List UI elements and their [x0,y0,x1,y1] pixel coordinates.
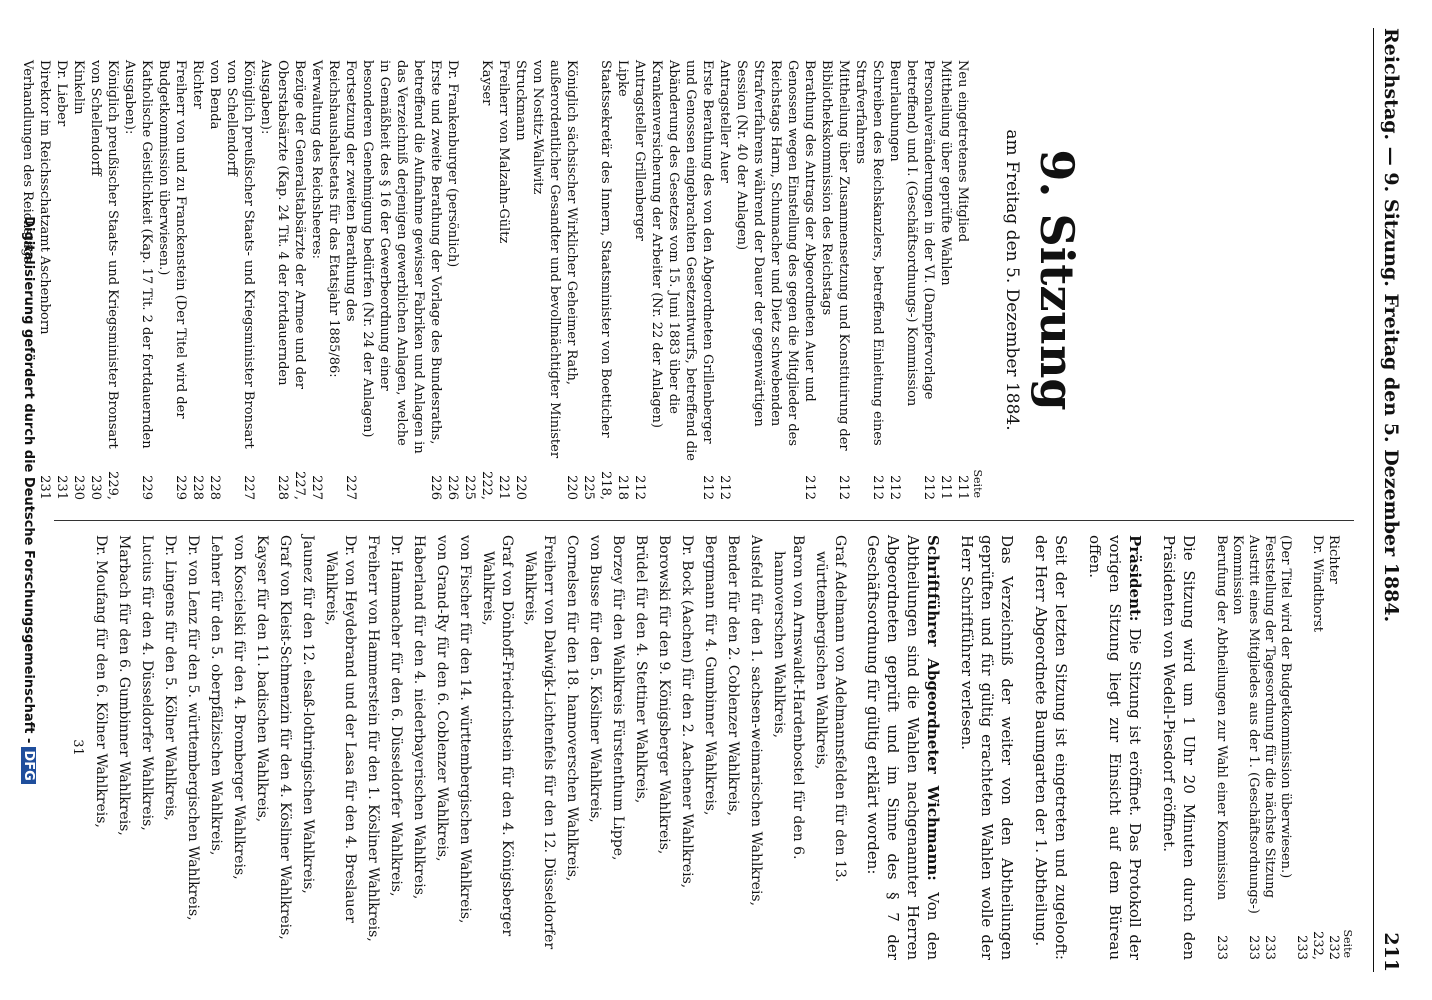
member-entry: Dr. Hammacher für den 6. Düsseldorfer Wahlkreis, [388,535,404,897]
toc-entry-page: 211 [955,475,970,500]
toc-entry-text: Katholische Geistlichkeit (Kap. 17 Tit. 2 der fortdauernden Ausgaben): [122,60,154,449]
toc-entry-page: 233 [1246,935,1261,960]
member-entry: von Fischer für den 14. württembergischen Wahlkreis, [457,535,473,924]
toc-entry-page: 218 [615,475,630,500]
toc-entry-page: 212 [836,475,851,500]
toc-entry [648,60,716,500]
toc-entry [937,60,954,500]
toc-entry [155,60,189,500]
toc-entry-page: 227 [241,475,256,500]
page-footer [21,0,36,1000]
toc-entry-text: Dr. Lieber [54,60,69,127]
secretary-paragraph [863,535,943,960]
toc-entry-text: Erste und zweite Berathung der Vorlage des Bundesraths, betreffend die Aufnahme gewisser Fabriken und Anlagen in das Verzeichniß derjenigen gewerblichen Anlagen, welche in Gemäßheit des § 16 der Gewerbeordnung einer besonderen Genehmigung bedürfen (Nr. 24 der Anlagen) [360,60,443,454]
page-header [1373,28,1432,972]
toc-entry-page: 211 [938,475,953,500]
toc-entry [70,60,87,500]
member-entry: Lehner für den 5. oberpfälzischen Wahlkreis, [208,535,224,856]
toc-entry-page: 228 [207,475,222,500]
member-entry: von Busse für den 5. Kösliner Wahlkreis, [587,535,603,823]
toc-entry-page: 212 [802,475,817,500]
toc-entry-text: Königlich preußischer Staats- und Kriegsminister Bronsart von Schellendorff [88,60,120,449]
toc-entry [580,60,614,500]
toc-entry-text: Königlich preußischer Staats- und Kriegsminister Bronsart von Schellendorff [224,60,256,449]
toc-entry [36,60,53,500]
president-text: Die Sitzung ist eröffnet. Das Protokoll der vorigen Sitzung liegt zur Einsicht auf dem Büreau offen. [1086,535,1144,960]
member-entry: Dr. Moufang für den 6. Kölner Wahlkreis, [93,535,109,828]
toc-entry-text: Dr. Windthorst [1310,535,1325,632]
toc-entry [121,60,155,500]
toc-entry-page: 233 [1214,935,1229,960]
toc-entry-page: 220 [564,475,579,500]
toc-entry-page: 232 [1326,935,1341,960]
toc-entry [444,60,461,500]
toc-entry [903,60,937,500]
toc-entry-text: Richter [190,60,205,109]
toc-entry [189,60,206,500]
opening-paragraph: Die Sitzung wird um 1 Uhr 20 Minuten durch den Präsidenten von Wedell-Piesdorf eröffnet. [1160,535,1198,960]
session-subtitle: am Freitag den 5. Dezember 1884. [1002,129,1022,431]
toc-entry [1293,535,1325,960]
toc-entry-page: 220 [513,475,528,500]
toc-entry-page [1277,922,1293,960]
toc-entry [1229,535,1261,960]
toc-entry [716,60,733,500]
session-title: 9. Sitzung [1030,149,1084,411]
toc-entry-text: Neu eingetretenes Mitglied [955,60,970,243]
toc-entry [325,60,359,500]
toc-entry-page: 227 [309,475,324,500]
table-of-contents-continued [1213,535,1341,960]
seite-label: Seite [971,469,984,498]
running-head: Reichstag. — 9. Sitzung. Freitag den 5. Dezember 1884. [1380,28,1402,623]
toc-entry [529,60,580,500]
toc-entry [53,60,70,500]
toc-entry-text: Kayser [479,60,494,106]
toc-entry-text: Berufung der Abtheilungen zur Wahl einer Kommission [1214,535,1229,900]
toc-entry-text: Antragsteller Grillenberger [632,60,647,241]
toc-entry [733,60,818,500]
member-entry: Dr. Bock (Aachen) für den 2. Aachener Wahlkreis, [679,535,695,889]
toc-entry [495,60,512,500]
member-entry: Dr. von Heydebrand und der Lasa für den 4. Breslauer Wahlkreis, [323,535,358,923]
toc-entry-page: 212 [887,475,902,500]
member-entry: Dr. von Lenz für den 5. württembergischen Wahlkreis, [185,535,201,921]
toc-entry-page: 212 [717,475,732,500]
member-entry: Brüdel für den 4. Stettiner Wahlkreis, [633,535,649,804]
toc-entry [1277,535,1293,960]
toc-entry-text: Antragsteller Auer [717,60,732,183]
president-paragraph [1085,535,1145,960]
right-column [54,520,1354,960]
toc-entry-text: Fortsetzung der zweiten Berathung des Reichshaushaltsetats für das Etatsjahr 1885/86: [326,60,358,378]
toc-entry-text: Verwaltung des Reichsheeres: [309,60,324,260]
toc-entry [512,60,529,500]
toc-entry [359,60,444,500]
toc-entry-page: 233 [1262,935,1277,960]
member-entry: Kayser für den 11. badischen Wahlkreis, [254,535,270,823]
seite-label-right: Seite [1341,929,1354,958]
toc-entry-text: Staatssekretär des Innern, Staatsminister von Boetticher [598,60,613,438]
toc-entry-page: 229 [173,475,188,500]
toc-entry-text: Mittheilung über geprüfte Wahlen [938,60,953,286]
toc-entry [87,60,121,500]
toc-entry-text: Kinkelin [71,60,86,115]
toc-entry-text: Erste Berathung des von den Abgeordneten Grillenberger und Genossen eingebrachten Gesetzentwurfs, betreffend die Abänderung des Gesetzes vom 15. Juni 1883 über die Krankenversicherung der Arbeiter (Nr. 22 der Anlagen) [649,60,715,461]
toc-entry-text: Beurlaubungen [887,60,902,162]
toc-entry [1261,535,1277,960]
toc-entry-page: 212 [870,475,885,500]
secretary-text: Von den Abtheilungen sind die Wahlen nachgenannter Herren Abgeordneten geprüft und im Sinne des § 7 der Geschäftsordnung für gültig erklärt worden: [864,535,942,960]
toc-entry-page: 226 [428,475,443,500]
toc-entry-text: Richter [1326,535,1341,584]
toc-entry-text: Dr. Frankenburger (persönlich) [445,60,460,268]
toc-entry-page: 231 [37,475,52,500]
toc-entry-page: 212 [632,475,647,500]
speaker-label-secretary: Schriftführer Abgeordneter Wichmann: [924,535,942,881]
member-entry: Lucius für den 4. Düsseldorfer Wahlkreis, [139,535,155,831]
list-intro-paragraph: Das Verzeichniß der weiter von den Abtheilungen geprüften und für gültig erachteten Wahlen wolle der Herr Schriftführer verlesen. [958,535,1016,960]
toc-entry [1325,535,1341,960]
toc-entry [257,60,308,500]
page-number: 211 [1380,932,1402,972]
member-entry: Baron von Arnswaldt-Hardenbostel für den 6. hannoverschen Wahlkreis, [771,535,806,860]
toc-entry-page: 226 [445,475,460,500]
toc-entry-text: Direktor im Reichsschatzamt Aschenborn [37,60,52,335]
toc-entry [886,60,903,500]
signature-mark: 31 [70,739,85,756]
toc-entry-page: 212 [700,475,715,500]
toc-entry-text: Schreiben des Reichskanzlers, betreffend Einleitung eines Strafverfahrens [853,60,885,446]
toc-entry-page: 230 [71,475,86,500]
toc-entry-page: 228 [190,475,205,500]
footer-text: Digitalisierung gefördert durch die Deutsche Forschungsgemeinschaft - [21,216,36,744]
member-entry: Jaunez für den 12. elsaß-lothringischen Wahlkreis, [300,535,316,894]
toc-entry [1213,535,1229,960]
toc-entry-text: (Der Titel wird der Budgetkommission überwiesen.) [1278,535,1293,879]
member-entry: Borowski für den 9. Königsberger Wahlkreis, [656,535,672,855]
toc-entry-text: Mittheilung über Zusammensetzung und Konstituirung der Bibliothekskommission des Reichstags [819,60,851,451]
member-entry: Bender für den 2. Coblenzer Wahlkreis, [725,535,741,817]
toc-entry-page: 231 [54,475,69,500]
toc-entry [308,60,325,500]
toc-entry [818,60,852,500]
validated-members-list [91,535,849,960]
toc-entry-page: 229, 230 [88,471,120,500]
toc-entry [223,60,257,500]
member-entry: von Koscielski für den 4. Bromberger Wahlkreis, [231,535,247,880]
member-entry: Cornelsen für den 18. hannoverschen Wahlkreis, [564,535,580,882]
toc-entry-text: Freiherr von und zu Franckenstein (Der Titel wird der Budgetkommission überwiesen.) [156,60,188,419]
toc-entry-page: 212 [921,475,936,500]
toc-entry [206,60,223,500]
speaker-label: Präsident: [1126,535,1144,622]
toc-entry-text: Berathung des Antrags der Abgeordneten Auer und Genossen wegen Einstellung des gegen die Mitglieder des Reichstags Harm, Schumacher und Dietz schwebenden Strafverfahrens während der Dauer der gegenwärtigen Session (Nr. 40 der Anlagen) [734,60,817,447]
member-entry: Borzey für den Wahlkreis Fürstenthum Lippe, [610,535,626,861]
toc-entry [852,60,886,500]
member-entry: Graf von Kleist-Schmenzin für den 4. Kösliner Wahlkreis, [277,535,293,940]
member-entry: Freiherr von Dalwigk-Lichtenfels für den 12. Düsseldorfer Wahlkreis, [522,535,557,950]
toc-entry-text: Struckmann [513,60,528,141]
toc-entry-text: von Benda [207,60,222,130]
dfg-logo: DFG [21,747,36,783]
toc-entry-page: 229 [139,475,154,500]
toc-entry [954,60,971,500]
member-entry: Graf Adelmann von Adelmannsfelden für den 13. württembergischen Wahlkreis, [813,535,848,883]
toc-entry [614,60,631,500]
toc-entry-page: 232, 233 [1294,931,1325,960]
toc-entry-page: 222, 225 [462,471,494,500]
toc-entry-text: Lipke [615,60,630,97]
toc-entry-page: 227, 228 [275,471,307,500]
member-entry: Haberland für den 4. niederbayerischen Wahlkreis, [411,535,427,900]
toc-entry-text: Bezüge der Generalstabsärzte der Armee und der Oberstabsärzte (Kap. 24 Tit. 4 der fortdauernden Ausgaben): [258,60,307,389]
toc-entry-text: Verhandlungen des Reichstags. [20,60,35,268]
member-entry: Bergmann für 4. Gumbinner Wahlkreis, [702,535,718,816]
table-of-contents [19,60,971,500]
toc-entry [461,60,495,500]
member-entry: Ausfeld für den 1. sachsen-weimarischen Wahlkreis, [748,535,764,907]
member-entry: Marbach für den 6. Gumbinner Wahlkreis, [116,535,132,836]
toc-entry-text: Freiherr von Malzahn-Gültz [496,60,511,244]
toc-entry-text: Feststellung der Tagesordnung für die nächste Sitzung [1262,535,1277,898]
toc-entry-text: Königlich sächsischer Wirklicher Geheimer Rath, außerordentlicher Gesandter und bevollmächtigter Minister von Nostitz-Wallwitz [530,60,579,459]
member-entry: Graf von Dönhoff-Friedrichstein für den 4. Königsberger Wahlkreis, [480,535,515,937]
member-entry: Dr. Lingens für den 5. Kölner Wahlkreis, [162,535,178,821]
member-entry: Freiherr von Hammerstein für den 1. Kösliner Wahlkreis, [365,535,381,942]
toc-entry [631,60,648,500]
toc-entry-page: 227 [343,475,358,500]
toc-entry-text: Austritt eines Mitgliedes aus der 1. (Geschäftsordnungs-) Kommission [1230,535,1261,914]
new-member-paragraph: Seit der letzten Sitzung ist eingetreten und zugelooft: der Herr Abgeordnete Baumgarten der 1. Abtheilung. [1032,535,1070,960]
toc-entry-page: 218, 225 [581,471,613,500]
member-entry: von Grand-Ry für den 6. Coblenzer Wahlkreis, [434,535,450,862]
toc-entry-page: 221 [496,475,511,500]
toc-entry-text: Personalveränderungen in der VI. (Dampfervorlage betreffend) und I. (Geschäftsordnungs-) Kommission [904,60,936,407]
